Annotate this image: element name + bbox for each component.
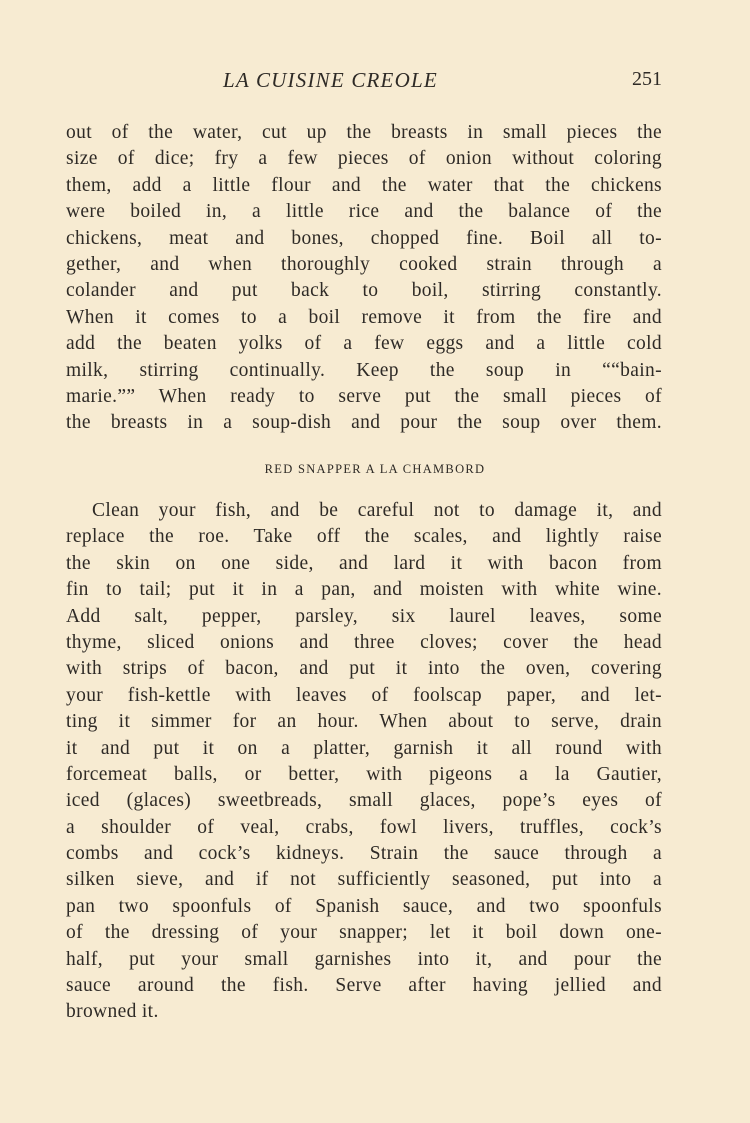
text-line: silken sieve, and if not sufficiently seasoned, put into a — [66, 869, 662, 891]
text-line: the skin on one side, and lard it with bacon from — [66, 552, 662, 574]
page-number: 251 — [632, 68, 662, 90]
page-header — [66, 68, 662, 98]
text-line: sauce around the fish. Serve after having jellied and — [66, 975, 662, 997]
text-line: Clean your fish, and be careful not to damage it, and — [92, 500, 662, 521]
text-line: with strips of bacon, and put it into the oven, covering — [66, 658, 662, 680]
text-line: browned it. — [66, 1001, 159, 1023]
text-line: size of dice; fry a few pieces of onion without coloring — [66, 148, 662, 170]
text-line: forcemeat balls, or better, with pigeons a la Gautier, — [66, 763, 662, 785]
text-line: the breasts in a soup-dish and pour the soup over them. — [66, 412, 662, 434]
text-line: chickens, meat and bones, chopped fine. Boil all to- — [66, 227, 662, 249]
text-line: marie.”” When ready to serve put the small pieces of — [66, 385, 662, 407]
text-line: fin to tail; put it in a pan, and moisten with white wine. — [66, 579, 662, 601]
text-line: replace the roe. Take off the scales, and lightly raise — [66, 526, 662, 548]
text-line: Add salt, pepper, parsley, six laurel leaves, some — [66, 605, 662, 627]
running-title: LA CUISINE CREOLE — [223, 68, 438, 92]
text-line: pan two spoonfuls of Spanish sauce, and two spoonfuls — [66, 895, 662, 917]
text-line: it and put it on a platter, garnish it all round with — [66, 737, 662, 759]
text-line: iced (glaces) sweetbreads, small glaces, pope’s eyes of — [66, 790, 662, 812]
text-line: combs and cock’s kidneys. Strain the sauce through a — [66, 843, 662, 865]
text-line: thyme, sliced onions and three cloves; cover the head — [66, 631, 662, 653]
text-line: milk, stirring continually. Keep the soup in ““bain- — [66, 359, 662, 381]
continued-paragraph — [66, 120, 662, 437]
text-line: them, add a little flour and the water that the chickens — [66, 174, 662, 196]
text-line: your fish-kettle with leaves of foolscap paper, and let- — [66, 684, 662, 706]
text-line: of the dressing of your snapper; let it boil down one- — [66, 922, 662, 944]
text-line: out of the water, cut up the breasts in small pieces the — [66, 122, 662, 143]
text-line: When it comes to a boil remove it from the fire and — [66, 306, 662, 328]
recipe-paragraph — [66, 498, 662, 1026]
text-line: gether, and when thoroughly cooked strain through a — [66, 253, 662, 275]
text-line: half, put your small garnishes into it, and pour the — [66, 948, 662, 970]
recipe-title: RED SNAPPER A LA CHAMBORD — [264, 462, 486, 476]
text-line: colander and put back to boil, stirring constantly. — [66, 280, 662, 302]
text-line: a shoulder of veal, crabs, fowl livers, truffles, cock’s — [66, 816, 662, 838]
text-line: were boiled in, a little rice and the balance of the — [66, 201, 662, 223]
text-line: add the beaten yolks of a few eggs and a little cold — [66, 333, 662, 355]
text-line: ting it simmer for an hour. When about to serve, drain — [66, 711, 662, 733]
